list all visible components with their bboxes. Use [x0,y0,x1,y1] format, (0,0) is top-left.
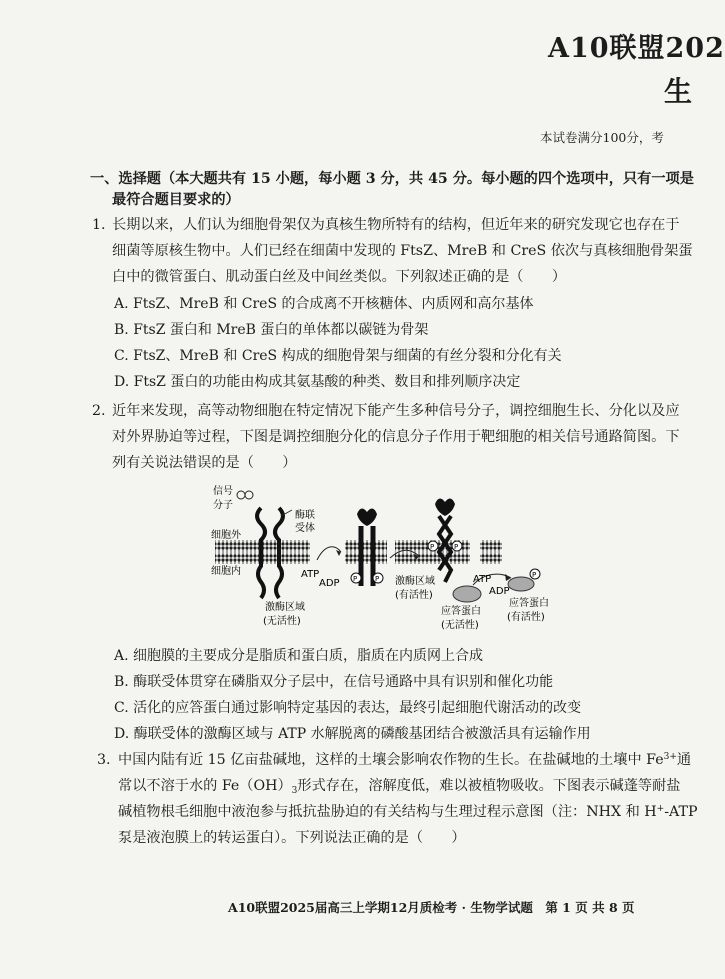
q3-text: -ATP [664,804,698,820]
label-signal-2: 分子 [213,500,233,511]
section-heading-cont: 最符合题目要求的） [112,192,240,208]
signal-molecule-icon [237,491,253,499]
score-note: 本试卷满分100分，考 [540,130,664,145]
label-outside: 细胞外 [211,530,241,541]
q3-stem-line: 泵是液泡膜上的转运蛋白）。下列说法正确的是（ ） [118,830,466,846]
q2-stem-line: 列有关说法错误的是（ ） [112,455,297,471]
label-atp: ATP [301,569,320,580]
phosphate-label: P [454,543,459,551]
question-number: 2. [92,403,106,419]
question-number: 1. [92,217,106,233]
question-number: 3. [97,752,111,768]
label-signal-1: 信号 [213,486,233,497]
q3-text: 碱植物根毛细胞中液泡参与抵抗盐胁迫的有关结构与生理过程示意图（注：NHX 和 H [118,804,657,820]
label-response-inactive-2: (无活性) [441,620,479,631]
page-footer: A10联盟2025届高三上学期12月质检考 · 生物学试题 第 1 页 共 8 页 [228,900,635,915]
exam-title: A10联盟202 [548,33,725,64]
q3-text: 通 [676,752,692,768]
q2-stem-line: 对外界胁迫等过程，下图是调控细胞分化的信息分子作用于靶细胞的相关信号通路简图。下 [112,429,680,445]
label-inside: 细胞内 [211,566,241,577]
q2-option-b: B. 酶联受体贯穿在磷脂双分子层中，在信号通路中具有识别和催化功能 [114,674,554,690]
q3-stem-line [118,750,691,770]
q1-stem-line: 细菌等原核生物中。人们已经在细菌中发现的 FtsZ、MreB 和 CreS 依次与真核细胞骨架蛋 [112,243,693,259]
q1-option-a: A. FtsZ、MreB 和 CreS 的合成离不开核糖体、内质网和高尔基体 [114,296,534,312]
q1-stem-line: 白中的微管蛋白、肌动蛋白丝及中间丝类似。下列叙述正确的是（ ） [112,269,567,285]
phosphate-label: P [375,575,380,583]
label-receptor-2: 受体 [295,523,315,534]
q2-option-a: A. 细胞膜的主要成分是脂质和蛋白质，脂质在内质网上合成 [114,648,484,664]
label-adp: ADP [319,578,340,589]
phosphate-label: P [430,543,435,551]
label-response-active-1: 应答蛋白 [509,598,549,609]
subscript: 3 [291,786,298,796]
q1-option-c: C. FtsZ、MreB 和 CreS 构成的细胞骨架与细菌的有丝分裂和分化有关 [114,348,562,364]
q1-stem-line: 长期以来，人们认为细胞骨架仅为真核生物所特有的结构，但近年来的研究发现它也存在于 [112,217,680,233]
response-protein-inactive-icon [453,586,481,602]
label-response-inactive-1: 应答蛋白 [441,606,481,617]
q1-option-d: D. FtsZ 蛋白的功能由构成其氨基酸的种类、数目和排列顺序决定 [114,374,521,390]
label-kinase-active-1: 激酶区域 [395,576,435,587]
q2-option-d: D. 酶联受体的激酶区域与 ATP 水解脱离的磷酸基团结合被激活具有运输作用 [114,726,591,742]
q2-option-c: C. 活化的应答蛋白通过影响特定基因的表达，最终引起细胞代谢活动的改变 [114,700,582,716]
cell-membrane [345,540,387,564]
label-response-active-2: (有活性) [507,612,545,623]
q1-option-b: B. FtsZ 蛋白和 MreB 蛋白的单体都以碳链为骨架 [114,322,429,338]
q3-text: 中国内陆有近 15 亿亩盐碱地，这样的土壤会影响农作物的生长。在盐碱地的土壤中 Fe [118,752,664,768]
label-kinase-active-2: (有活性) [395,590,433,601]
cell-membrane [480,540,502,564]
label-kinase-inactive-1: 激酶区域 [265,602,305,613]
q2-stem-line: 近年来发现，高等动物细胞在特定情况下能产生多种信号分子，调控细胞生长、分化以及应 [112,403,680,419]
section-heading: 一、选择题（本大题共有 15 小题，每小题 3 分，共 45 分。每小题的四个选项中，只有一项是 [90,171,694,187]
signal-pathway-diagram [205,486,575,636]
q3-stem-line [118,776,680,796]
label-adp-2: ADP [489,586,510,597]
label-receptor-1: 酶联 [295,510,315,521]
phosphate-label: P [532,571,537,579]
label-atp-2: ATP [473,574,492,585]
q3-stem-line [118,802,698,822]
label-kinase-inactive-2: (无活性) [263,616,301,627]
phosphate-label: P [353,575,358,583]
superscript: 3+ [663,752,677,762]
q3-text: 形式存在，溶解度低，难以被植物吸收。下图表示碱蓬等耐盐 [297,778,681,794]
subject-title: 生 [664,75,693,108]
response-protein-active-icon [508,577,534,591]
q3-text: 常以不溶于水的 Fe（OH） [118,778,292,794]
signal-pathway-figure [205,486,575,636]
superscript: + [656,804,665,814]
